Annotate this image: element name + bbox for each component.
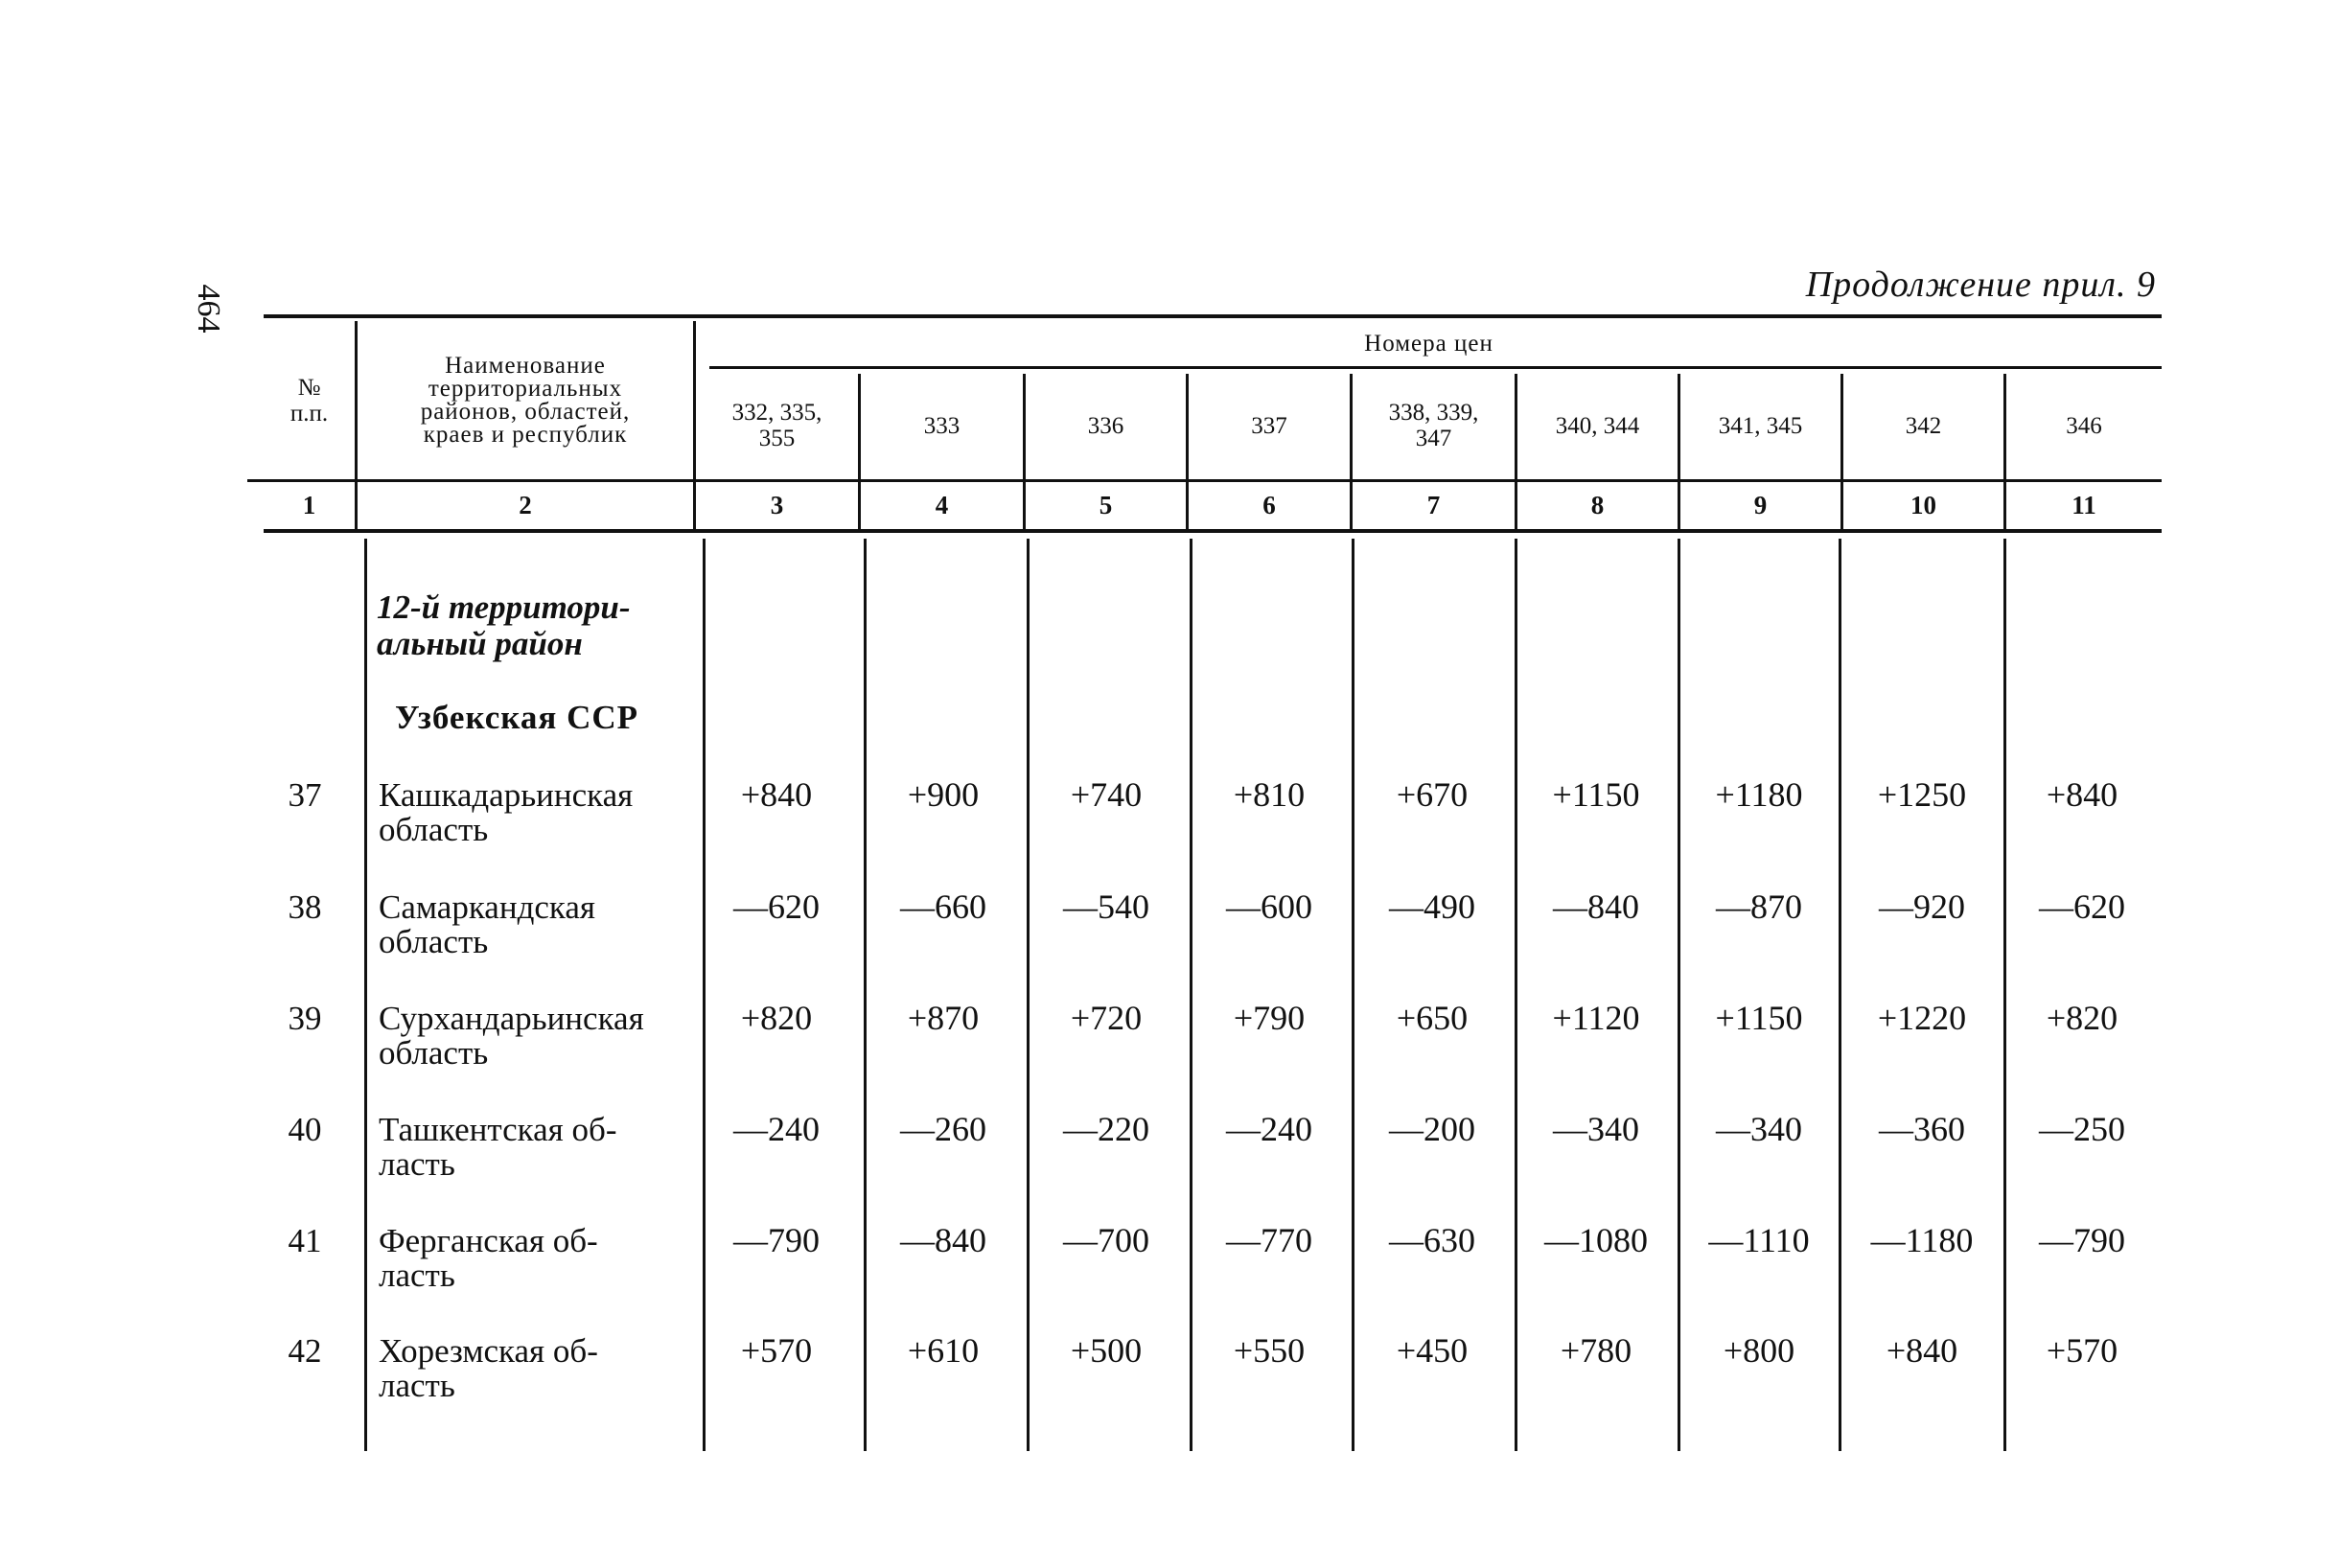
row-value: +840 <box>2046 775 2118 814</box>
header-price-col: 338, 339, 347 <box>1388 400 1479 451</box>
row-value: —840 <box>900 1221 986 1259</box>
column-number: 3 <box>770 491 784 519</box>
row-value: +570 <box>2046 1331 2118 1370</box>
row-value: —620 <box>733 888 820 926</box>
row-number: 41 <box>288 1222 322 1259</box>
body-divider <box>1352 539 1354 1451</box>
row-value: —790 <box>733 1221 820 1259</box>
row-value: —540 <box>1063 888 1149 926</box>
row-name: Хорезмская об- ласть <box>379 1332 598 1404</box>
row-number: 38 <box>288 888 322 926</box>
row-value: +740 <box>1070 775 1143 814</box>
row-number: 42 <box>288 1332 322 1370</box>
row-number: 37 <box>288 776 322 814</box>
row-name: Самаркандская область <box>379 888 596 960</box>
header-prices-group: Номера цен <box>1364 331 1493 357</box>
section-republic: Узбекская ССР <box>395 699 639 736</box>
column-number: 7 <box>1426 491 1441 519</box>
row-value: —490 <box>1389 888 1475 926</box>
body-divider <box>1515 539 1517 1451</box>
header-price-col: 337 <box>1251 412 1287 439</box>
header-price-col: 340, 344 <box>1555 412 1640 439</box>
row-value: +1150 <box>1715 999 1803 1037</box>
colnum-bottom-rule <box>264 529 2162 533</box>
row-value: —340 <box>1553 1110 1639 1148</box>
row-value: +450 <box>1396 1331 1469 1370</box>
row-value: +810 <box>1233 775 1306 814</box>
row-value: —600 <box>1226 888 1312 926</box>
header-price-col: 341, 345 <box>1718 412 1803 439</box>
row-value: +610 <box>907 1331 980 1370</box>
header-price-col: 333 <box>923 412 961 439</box>
header-price-col: 342 <box>1905 412 1942 439</box>
row-value: +820 <box>2046 999 2118 1037</box>
row-value: +1250 <box>1877 775 1967 814</box>
body-divider <box>1678 539 1680 1451</box>
row-number: 40 <box>288 1111 322 1148</box>
continuation-title: Продолжение прил. 9 <box>1805 265 2156 305</box>
column-number: 5 <box>1099 491 1113 519</box>
column-number: 8 <box>1590 491 1605 519</box>
row-value: —250 <box>2039 1110 2125 1148</box>
row-value: +800 <box>1723 1331 1795 1370</box>
column-number: 4 <box>935 491 949 519</box>
row-value: —260 <box>900 1110 986 1148</box>
row-value: +820 <box>740 999 813 1037</box>
row-value: —220 <box>1063 1110 1149 1148</box>
row-name: Ферганская об- ласть <box>379 1222 598 1294</box>
row-value: +870 <box>907 999 980 1037</box>
row-value: +500 <box>1070 1331 1143 1370</box>
row-value: —1080 <box>1544 1221 1648 1259</box>
column-number: 6 <box>1262 491 1276 519</box>
row-value: +1150 <box>1552 775 1640 814</box>
header-name: Наименование территориальных районов, областей, краев и республик <box>420 352 631 448</box>
row-name: Ташкентская об- ласть <box>379 1111 617 1183</box>
row-value: —770 <box>1226 1221 1312 1259</box>
row-value: —1110 <box>1708 1221 1810 1259</box>
row-value: —920 <box>1879 888 1965 926</box>
body-divider <box>1027 539 1030 1451</box>
column-number: 2 <box>519 491 532 519</box>
row-value: —200 <box>1389 1110 1475 1148</box>
table-top-rule <box>264 314 2162 318</box>
row-value: +840 <box>1886 1331 1958 1370</box>
body-divider <box>703 539 706 1451</box>
header-price-col: 336 <box>1087 412 1124 439</box>
body-divider <box>864 539 867 1451</box>
row-value: +550 <box>1233 1331 1306 1370</box>
row-value: +570 <box>740 1331 813 1370</box>
header-price-col: 332, 335, 355 <box>731 400 822 451</box>
row-value: —870 <box>1716 888 1802 926</box>
section-district: 12-й территори- альный район <box>377 588 631 662</box>
body-divider <box>1190 539 1192 1451</box>
row-value: —620 <box>2039 888 2125 926</box>
page-number: 464 <box>191 284 226 334</box>
body-divider <box>2003 539 2006 1451</box>
header-price-col: 346 <box>2066 412 2102 439</box>
column-number: 10 <box>1910 491 1936 519</box>
row-value: —240 <box>1226 1110 1312 1148</box>
body-divider <box>1839 539 1841 1451</box>
row-value: +720 <box>1070 999 1143 1037</box>
row-value: —240 <box>733 1110 820 1148</box>
row-value: —660 <box>900 888 986 926</box>
column-number: 11 <box>2072 491 2096 519</box>
header-num: № п.п. <box>289 374 329 427</box>
body-divider <box>364 539 367 1451</box>
row-name: Сурхандарьинская область <box>379 1000 644 1072</box>
column-number: 9 <box>1753 491 1768 519</box>
column-number: 1 <box>302 491 316 519</box>
row-value: +780 <box>1560 1331 1632 1370</box>
row-value: +790 <box>1233 999 1306 1037</box>
row-value: +670 <box>1396 775 1469 814</box>
row-value: —790 <box>2039 1221 2125 1259</box>
row-value: +840 <box>740 775 813 814</box>
row-value: +900 <box>907 775 980 814</box>
row-value: —840 <box>1553 888 1639 926</box>
row-value: —1180 <box>1870 1221 1974 1259</box>
row-name: Кашкадарьинская область <box>379 776 634 848</box>
row-value: +1220 <box>1877 999 1967 1037</box>
row-number: 39 <box>288 1000 322 1037</box>
row-value: —700 <box>1063 1221 1149 1259</box>
row-value: +1180 <box>1715 775 1803 814</box>
row-value: —340 <box>1716 1110 1802 1148</box>
row-value: +1120 <box>1552 999 1640 1037</box>
row-value: —630 <box>1389 1221 1475 1259</box>
prices-group-rule <box>709 366 2162 369</box>
row-value: —360 <box>1879 1110 1965 1148</box>
row-value: +650 <box>1396 999 1469 1037</box>
